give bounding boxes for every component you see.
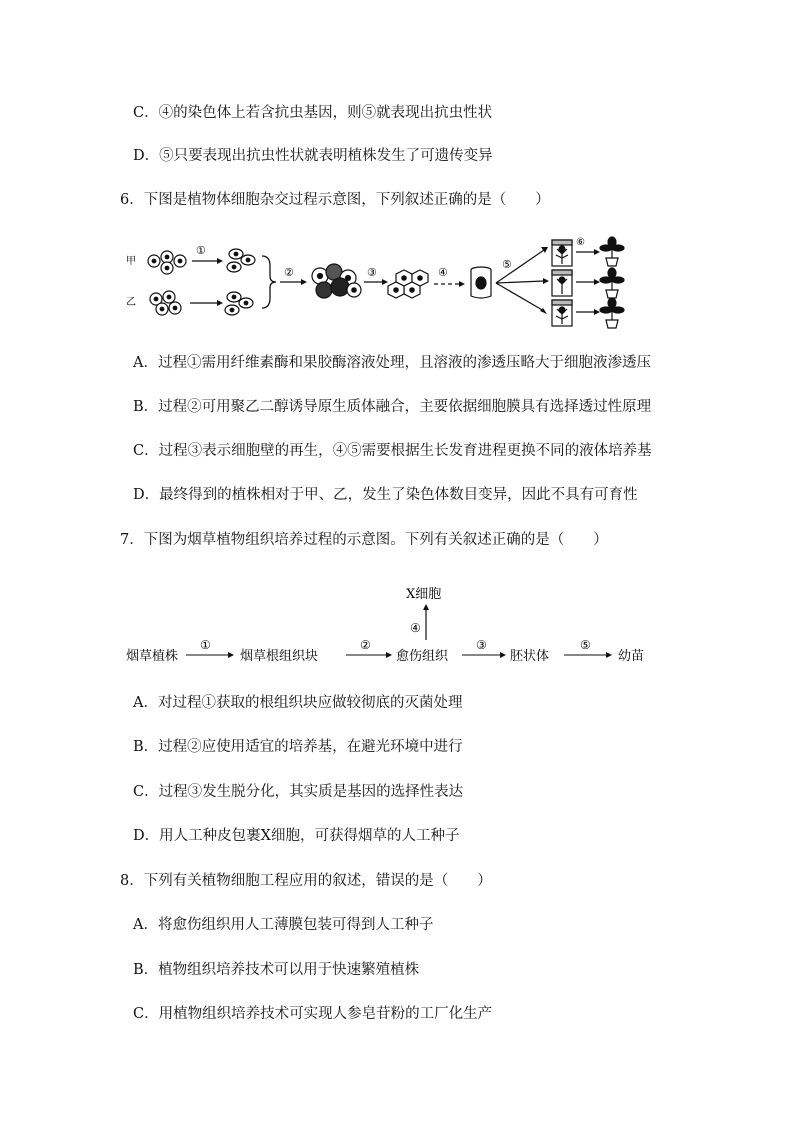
label-yi: 乙 xyxy=(126,297,136,308)
protoplasts-jia xyxy=(227,249,255,272)
flow-step5-label: ⑤ xyxy=(580,638,591,652)
callus-culture-jar xyxy=(471,267,491,298)
brace xyxy=(262,256,276,308)
q8-stem: 8．下列有关植物细胞工程应用的叙述，错误的是（ ） xyxy=(120,873,492,889)
q6-option-a: A．过程①需用纤维素酶和果胶酶溶液处理，且溶液的渗透压略大于细胞液渗透压 xyxy=(133,355,651,371)
step5-label: ⑤ xyxy=(502,258,512,271)
step6-label: ⑥ xyxy=(576,237,585,248)
node-callus: 愈伤组织 xyxy=(396,649,449,664)
cells-yi xyxy=(150,291,181,315)
step2-label: ② xyxy=(284,266,294,279)
q7-option-a: A．对过程①获取的根组织块应做较彻底的灭菌处理 xyxy=(133,695,463,711)
protoplasts-yi xyxy=(225,292,253,315)
label-jia: 甲 xyxy=(126,256,136,267)
flow-step1-label: ① xyxy=(200,638,211,652)
plantlet-jar-1 xyxy=(552,240,572,266)
q8-option-b: B．植物组织培养技术可以用于快速繁殖植株 xyxy=(133,962,420,978)
flow-step2-label: ② xyxy=(360,638,371,652)
node-seedling: 幼苗 xyxy=(618,649,645,664)
fused-protoplasts xyxy=(312,264,361,298)
q6-option-b: B．过程②可用聚乙二醇诱导原生质体融合，主要依据细胞膜具有选择透过性原理 xyxy=(133,399,652,415)
flow-step4-label: ④ xyxy=(410,621,421,635)
q8-option-a: A．将愈伤组织用人工薄膜包装可得到人工种子 xyxy=(133,917,434,933)
tissue-culture-flow-figure xyxy=(124,580,654,675)
q6-stem: 6．下图是植物体细胞杂交过程示意图，下列叙述正确的是（ ） xyxy=(120,192,550,208)
node-root-tissue: 烟草根组织块 xyxy=(240,649,319,664)
node-embryoid: 胚状体 xyxy=(510,649,550,664)
q7-option-b: B．过程②应使用适宜的培养基，在避光环境中进行 xyxy=(133,739,463,755)
flow-step3-label: ③ xyxy=(476,638,487,652)
q8-option-c: C．用植物组织培养技术可实现人参皂苷粉的工厂化生产 xyxy=(133,1006,493,1022)
q6-option-d: D．最终得到的植株相对于甲、乙，发生了染色体数目变异，因此不具有可育性 xyxy=(133,487,638,503)
plantlet-jar-2 xyxy=(552,270,572,296)
cells-jia xyxy=(148,251,186,274)
x-cell-label: X细胞 xyxy=(406,587,442,602)
potted-plant-2 xyxy=(600,268,624,298)
plantlet-jar-3 xyxy=(552,300,572,326)
q7-stem: 7．下图为烟草植物组织培养过程的示意图。下列有关叙述正确的是（ ） xyxy=(120,532,608,548)
potted-plant-3 xyxy=(600,298,624,328)
q5-option-d: D．⑤只要表现出抗虫性状就表明植株发生了可遗传变异 xyxy=(133,148,493,164)
q6-option-c: C．过程③表示细胞壁的再生，④⑤需要根据生长发育进程更换不同的液体培养基 xyxy=(133,443,652,459)
q7-option-d: D．用人工种皮包裹X细胞，可获得烟草的人工种子 xyxy=(133,828,460,844)
step3-label: ③ xyxy=(367,266,377,279)
hybrid-cells xyxy=(388,270,428,298)
somatic-hybridization-figure xyxy=(124,236,644,334)
step4-label: ④ xyxy=(438,266,448,279)
step1-label: ① xyxy=(196,244,206,257)
node-tobacco-plant: 烟草植株 xyxy=(126,649,179,664)
q7-option-c: C．过程③发生脱分化，其实质是基因的选择性表达 xyxy=(133,784,464,800)
q5-option-c: C．④的染色体上若含抗虫基因，则⑤就表现出抗虫性状 xyxy=(133,105,493,121)
potted-plant-1 xyxy=(600,237,624,266)
